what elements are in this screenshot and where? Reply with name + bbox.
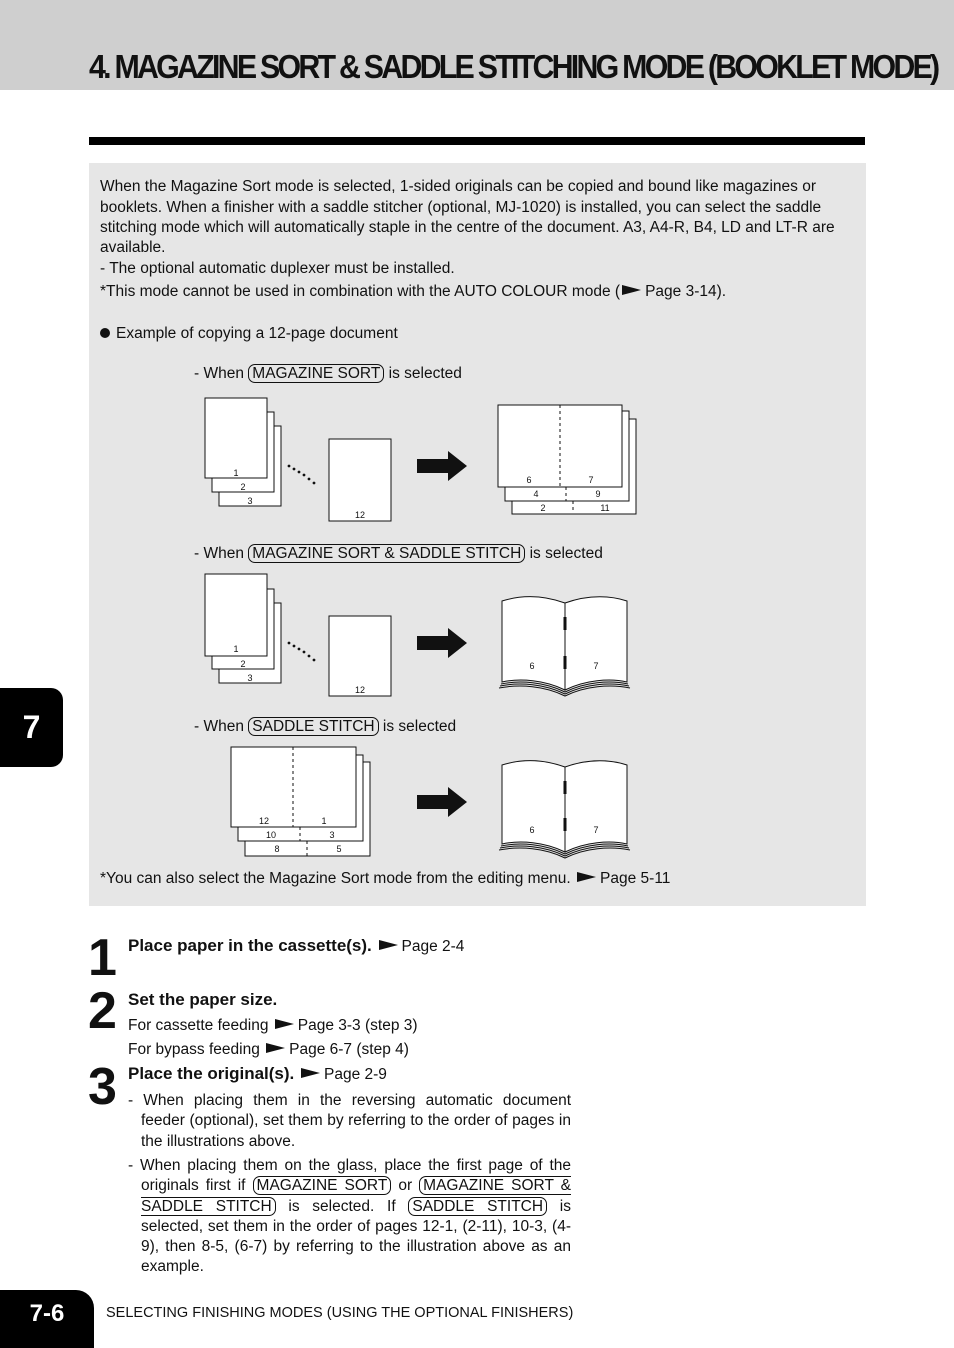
key-magazine-sort-saddle-stitch: MAGAZINE SORT & SADDLE STITCH — [141, 1177, 571, 1215]
svg-text:6: 6 — [529, 661, 535, 671]
step-2-cassette — [128, 1017, 418, 1035]
svg-text:2: 2 — [240, 659, 246, 669]
case-magazine-sort — [194, 364, 462, 385]
svg-text:9: 9 — [595, 489, 601, 499]
step-3-bullet-glass — [128, 1156, 571, 1278]
arrow-right-icon — [417, 628, 467, 658]
svg-text:12: 12 — [258, 816, 270, 826]
page-ref-arrow-icon — [577, 872, 596, 882]
intro-line-4: available. — [100, 239, 166, 256]
footnote-text: *You can also select the Magazine Sort mode from the editing menu. — [100, 870, 571, 887]
case-when: - When — [194, 365, 244, 382]
page-ref-arrow-icon — [301, 1068, 320, 1078]
label: 1 — [233, 468, 239, 478]
case-suffix: is selected — [529, 545, 603, 562]
svg-text:2: 2 — [540, 503, 546, 513]
glass-text-a: - When placing them on the glass, place the first page of the originals first if — [128, 1157, 571, 1195]
arrow-right-icon — [417, 451, 467, 481]
svg-text:1: 1 — [321, 816, 327, 826]
glass-text-c: is selected. If — [288, 1197, 396, 1215]
case-when: - When — [194, 545, 244, 562]
case-suffix: is selected — [382, 718, 457, 735]
page-ref-arrow-icon — [379, 940, 398, 950]
step-1-heading — [128, 936, 464, 956]
svg-text:4: 4 — [533, 489, 539, 499]
step-1-ref: Page 2-4 — [401, 938, 465, 955]
svg-text:3: 3 — [247, 673, 253, 683]
cassette-label: For cassette feeding — [128, 1017, 269, 1034]
page-ref-arrow-icon — [622, 285, 641, 295]
booklet-icon — [499, 761, 630, 858]
svg-text:7: 7 — [593, 661, 599, 671]
step-3-text: Place the original(s). — [128, 1064, 295, 1083]
svg-text:11: 11 — [600, 503, 610, 513]
case-saddle-stitch — [194, 717, 456, 738]
svg-text:5: 5 — [336, 844, 342, 854]
bypass-ref: Page 6-7 (step 4) — [289, 1041, 409, 1058]
step-number-2: 2 — [88, 982, 115, 1040]
svg-text:2: 2 — [240, 482, 246, 492]
staple-mark — [564, 781, 567, 794]
arrow-right-icon — [417, 787, 467, 817]
page-number: 7-6 — [0, 1290, 94, 1348]
key-saddle-stitch: SADDLE STITCH — [408, 1197, 547, 1216]
figure-magazine-sort — [200, 395, 645, 525]
key-saddle-stitch: SADDLE STITCH — [248, 717, 378, 736]
svg-text:10: 10 — [265, 830, 277, 840]
key-magazine-sort: MAGAZINE SORT — [248, 364, 384, 383]
bullet-icon — [100, 328, 110, 338]
step-2-heading: Set the paper size. — [128, 990, 278, 1009]
step-3-heading — [128, 1064, 387, 1084]
page-title: 4. MAGAZINE SORT & SADDLE STITCHING MODE (BOOKLET MODE) — [89, 48, 938, 85]
footnote-page-ref: Page 5-11 — [600, 870, 671, 887]
case-magazine-sort-saddle-stitch — [194, 544, 603, 565]
intro-line-1: When the Magazine Sort mode is selected, 1-sided originals can be copied and bound like magazines or — [100, 178, 817, 195]
svg-text:12: 12 — [354, 685, 366, 695]
glass-text-d: is selected, set them in the order of pages 12-1, (2-11), 10-3, (4-9), then 8-5, (6-7) by referring to the illustration above as an example. — [141, 1197, 571, 1276]
original-page-12 — [329, 439, 391, 521]
staple-mark — [564, 818, 567, 831]
intro-note-duplexer: - The optional automatic duplexer must be installed. — [100, 260, 455, 277]
svg-text:7: 7 — [593, 825, 599, 835]
intro-line-3: stitching mode which will automatically staple in the centre of the document. A3, A4-R, B4, LD and LT-R are — [100, 219, 835, 236]
cassette-ref: Page 3-3 (step 3) — [297, 1017, 418, 1034]
footer-section-title: SELECTING FINISHING MODES (USING THE OPTIONAL FINISHERS) — [106, 1305, 574, 1321]
svg-text:6: 6 — [526, 475, 532, 485]
step-2-bypass — [128, 1041, 409, 1059]
bypass-label: For bypass feeding — [128, 1041, 260, 1058]
page-ref-arrow-icon — [275, 1019, 294, 1029]
step-number-3: 3 — [88, 1058, 115, 1116]
intro-line-2: booklets. When a finisher with a saddle stitcher (optional, MJ-1020) is installed, you can select the saddle — [100, 199, 822, 216]
page-ref-arrow-icon — [266, 1043, 285, 1053]
svg-text:7: 7 — [588, 475, 594, 485]
step-1-text: Place paper in the cassette(s). — [128, 936, 372, 955]
svg-text:8: 8 — [274, 844, 280, 854]
note-page-ref: Page 3-14). — [645, 283, 727, 300]
staple-mark — [564, 617, 567, 630]
case-suffix: is selected — [388, 365, 462, 382]
panel-footnote — [100, 869, 670, 890]
step-3-ref: Page 2-9 — [324, 1066, 387, 1083]
figure-saddle-stitch — [200, 740, 645, 860]
step-3-bullet-feeder: - When placing them in the reversing automatic document feeder (optional), set them by referring to the order of pages in the illustrations above. — [128, 1092, 571, 1150]
continuation-dots — [288, 465, 316, 485]
staple-mark — [564, 656, 567, 669]
key-magazine-sort: MAGAZINE SORT — [253, 1176, 392, 1195]
original-page-1 — [205, 398, 267, 478]
note-text: *This mode cannot be used in combination with the AUTO COLOUR mode ( — [100, 283, 621, 300]
step-number-1: 1 — [88, 929, 115, 987]
case-when: - When — [194, 718, 244, 735]
booklet-icon — [499, 597, 630, 696]
svg-text:6: 6 — [529, 825, 535, 835]
intro-note-auto-colour — [100, 282, 726, 303]
svg-text:12: 12 — [354, 510, 366, 520]
svg-text:3: 3 — [329, 830, 335, 840]
example-text: Example of copying a 12-page document — [116, 325, 398, 342]
figure-magazine-sort-saddle-stitch — [200, 570, 645, 700]
svg-text:3: 3 — [247, 496, 253, 506]
title-rule — [89, 137, 865, 145]
key-magazine-sort-saddle-stitch: MAGAZINE SORT & SADDLE STITCH — [248, 544, 525, 563]
chapter-tab: 7 — [0, 688, 63, 767]
glass-text-b: or — [398, 1177, 413, 1195]
svg-text:1: 1 — [233, 644, 239, 654]
example-heading — [100, 324, 398, 345]
